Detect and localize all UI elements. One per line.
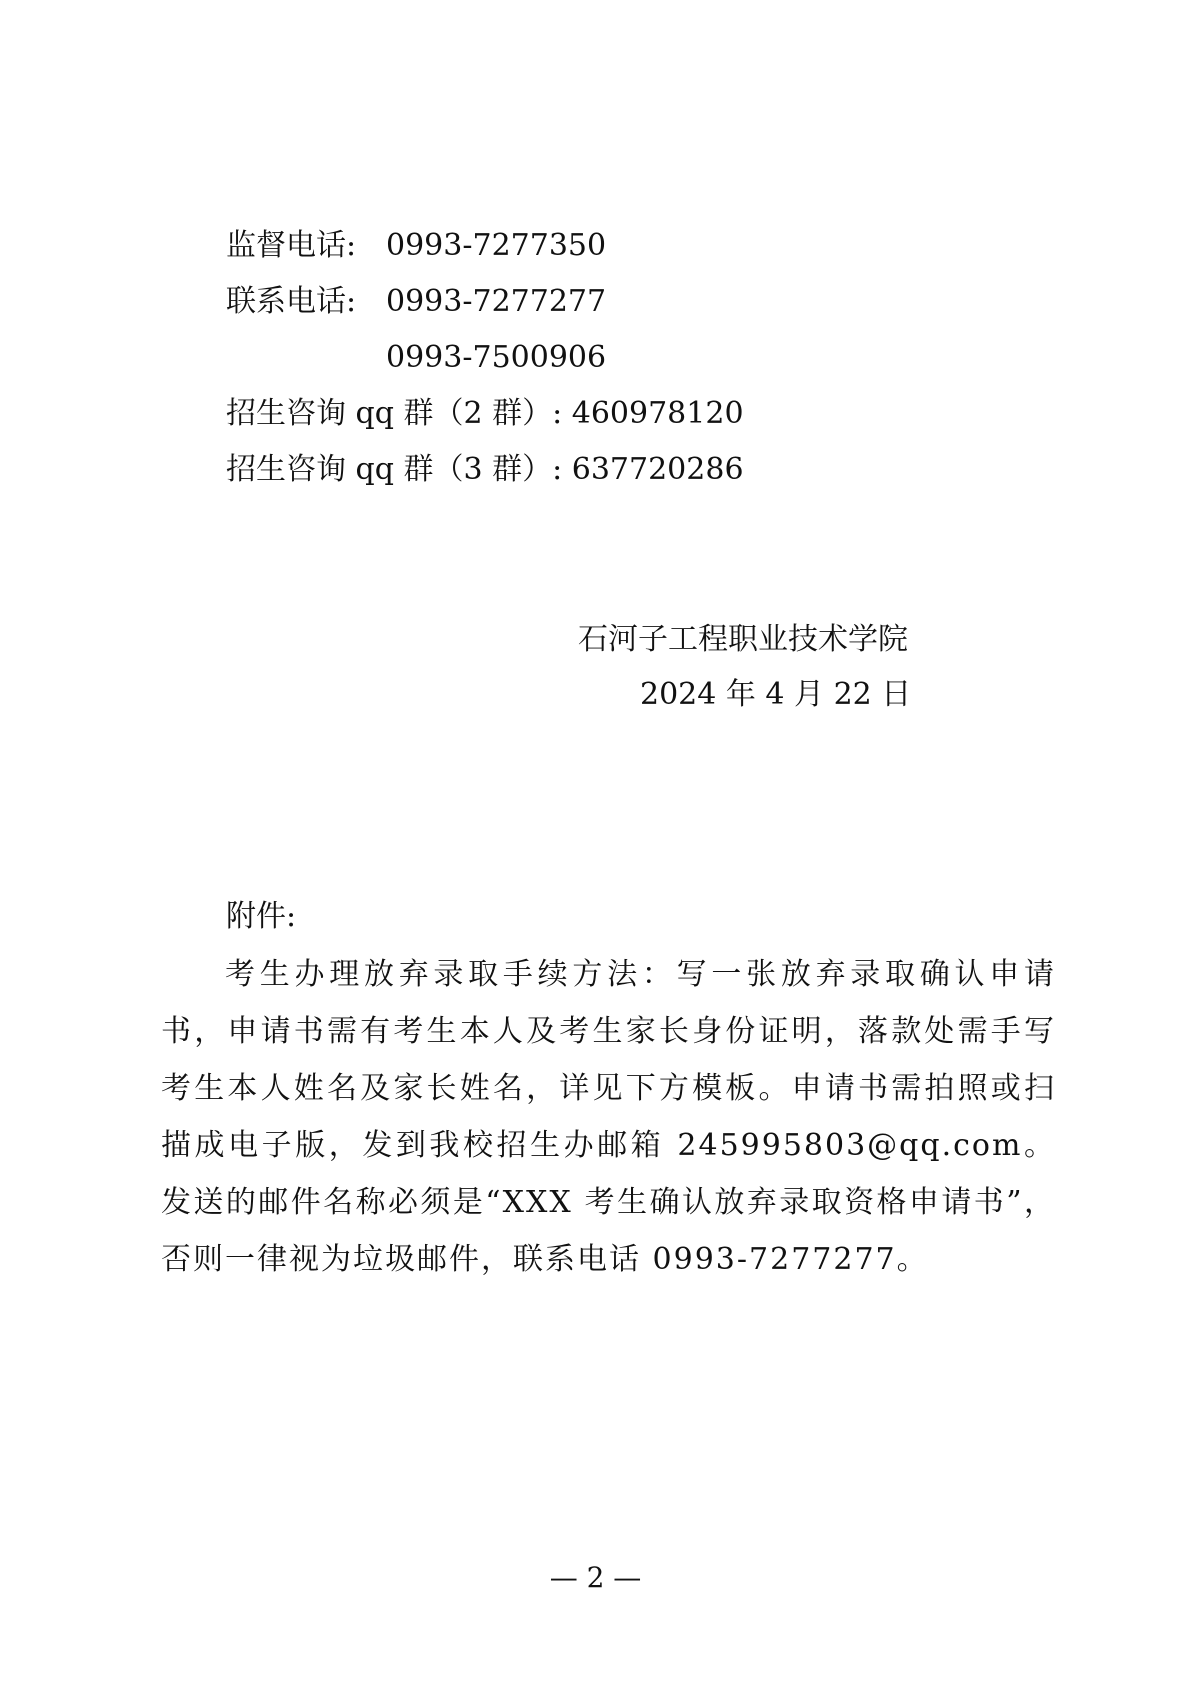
contact-phone-value-1: 0993-7277277 (386, 284, 607, 319)
signature-date: 2024 年 4 月 22 日 (640, 677, 912, 712)
institution-name: 石河子工程职业技术学院 (578, 622, 908, 657)
qq-group-3: 招生咨询 qq 群（3 群）: 637720286 (226, 452, 744, 487)
supervision-phone-label: 监督电话: (226, 228, 357, 263)
attachment-label: 附件: (226, 899, 297, 934)
supervision-phone-value: 0993-7277350 (386, 228, 607, 263)
qq-group-2: 招生咨询 qq 群（2 群）: 460978120 (226, 396, 744, 431)
page-number: — 2 — (549, 1561, 642, 1594)
attachment-body: 考生办理放弃录取手续方法：写一张放弃录取确认申请书，申请书需有考生本人及考生家长身份证明，落款处需手写考生本人姓名及家长姓名，详见下方模板。申请书需拍照或扫描成电子版，发到我校招生办邮箱 245995803@qq.com。发送的邮件名称必须是“XXX 考生确认放弃录取资格申请书”，否则一律视为垃圾邮件，联系电话 0993-7277277。 (161, 957, 1056, 1277)
contact-phone-label: 联系电话: (226, 284, 357, 319)
contact-phone-value-2: 0993-7500906 (386, 340, 607, 375)
